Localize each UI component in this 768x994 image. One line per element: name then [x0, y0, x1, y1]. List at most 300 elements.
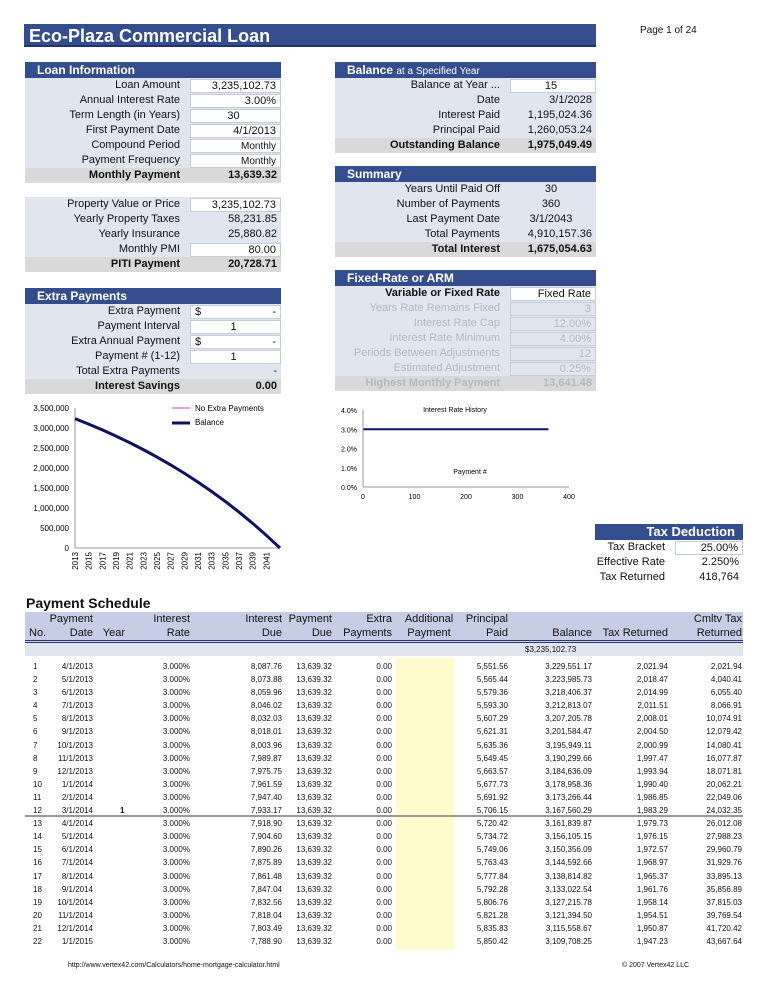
cell-no: 9	[33, 766, 38, 776]
field-row	[335, 182, 596, 197]
cell-rate: 3.000%	[162, 897, 190, 907]
balance-at-year-label: Balance at Year ...	[410, 79, 500, 91]
header-balance: Balance	[552, 627, 592, 639]
cell-interest-due: 8,046.02	[250, 701, 282, 711]
cell-no: 16	[33, 858, 42, 868]
cell-tax-returned: 1,976.15	[636, 832, 668, 842]
cell-balance: 3,195,949.11	[545, 740, 592, 750]
value-text: 3,235,102.73	[211, 80, 276, 92]
field-row	[335, 227, 596, 242]
x-tick-label: 400	[563, 494, 575, 501]
cell-no: 17	[33, 871, 42, 881]
cell-interest-due: 7,875.89	[250, 858, 282, 868]
cell-principal-paid: 5,821.28	[476, 910, 508, 920]
cell-date: 6/1/2014	[61, 845, 93, 855]
monthly-payment-label: Monthly Payment	[88, 169, 180, 181]
years-until-paid-off-value	[510, 183, 596, 197]
cell-date: 9/1/2013	[61, 727, 93, 737]
estimated-adjustment-label: Estimated Adjustment	[393, 362, 500, 374]
cell-extra-payments: 0.00	[376, 858, 392, 868]
value-text: Monthly	[240, 141, 276, 152]
value-text: Monthly	[240, 156, 276, 167]
header-additional-payment: Additional	[404, 613, 454, 625]
field-row	[25, 108, 281, 123]
legend-balance-label: Balance	[195, 418, 224, 427]
header-year: Year	[102, 627, 125, 639]
x-tick-label: 2021	[125, 552, 135, 570]
tax-bracket-value[interactable]	[675, 541, 743, 555]
variable-or-fixed-rate-value[interactable]	[510, 287, 596, 301]
cell-balance: 3,184,636.09	[545, 766, 592, 776]
outstanding-balance-label: Outstanding Balance	[389, 139, 500, 151]
cell-balance: 3,178,958.36	[545, 779, 592, 789]
cell-payment-due: 13,639.32	[296, 936, 332, 946]
cell-interest-due: 8,073.88	[250, 675, 282, 685]
cell-principal-paid: 5,749.06	[476, 845, 508, 855]
field-row	[335, 123, 596, 138]
annual-interest-rate-label: Annual Interest Rate	[79, 94, 180, 106]
value-text: 15	[544, 80, 558, 92]
cell-interest-due: 7,989.87	[250, 753, 282, 763]
x-tick-label: 2031	[194, 552, 203, 570]
cell-balance: 3,173,266.44	[545, 792, 592, 802]
y-tick-label: 4.0%	[341, 408, 357, 415]
value-text: 1,975,049.49	[527, 139, 592, 151]
cell-tax-returned: 2,021.94	[636, 662, 668, 671]
cell-cmltv-tax-returned: 29,960.79	[706, 845, 742, 855]
legend-no-extra-label: No Extra Payments	[195, 404, 264, 413]
field-row	[25, 304, 281, 319]
annual-interest-rate-value[interactable]	[190, 94, 281, 108]
cell-cmltv-tax-returned: 43,667.64	[706, 936, 742, 946]
table-row	[25, 883, 743, 896]
interest-rate-history-chart	[330, 400, 590, 505]
cell-extra-payments: 0.00	[376, 701, 392, 711]
field-row	[335, 376, 596, 391]
cell-cmltv-tax-returned: 41,720.42	[706, 923, 742, 933]
value-text: 1,195,024.36	[527, 109, 592, 121]
total-interest-label: Total Interest	[431, 243, 500, 255]
x-tick-label: 2037	[235, 552, 244, 570]
cell-extra-payments: 0.00	[376, 819, 392, 829]
cell-date: 11/1/2013	[58, 753, 93, 763]
yearly-insurance-label: Yearly Insurance	[98, 228, 180, 240]
cell-principal-paid: 5,635.36	[476, 740, 508, 750]
cell-principal-paid: 5,777.84	[476, 871, 508, 881]
cell-tax-returned: 2,000.99	[636, 740, 668, 750]
estimated-adjustment-value	[510, 362, 596, 376]
fixed-rate-arm-panel	[335, 270, 596, 391]
field-row	[25, 168, 281, 183]
header-principal-paid: Principal	[465, 613, 508, 625]
table-row	[25, 660, 743, 673]
value-text: 20,728.71	[228, 258, 277, 270]
panel-subtitle: at a Specified Year	[396, 66, 480, 77]
cell-no: 19	[33, 897, 42, 907]
field-row	[25, 242, 281, 257]
cell-principal-paid: 5,677.73	[476, 779, 508, 789]
x-tick-label: 2029	[180, 552, 190, 570]
cell-cmltv-tax-returned: 27,988.23	[706, 832, 742, 842]
extra-payments-panel	[25, 288, 281, 394]
x-tick-label: 300	[511, 494, 524, 501]
cell-rate: 3.000%	[162, 779, 190, 789]
cell-cmltv-tax-returned: 20,062.21	[706, 779, 742, 789]
cell-extra-payments: 0.00	[376, 662, 392, 671]
field-row	[335, 286, 596, 301]
table-row	[25, 765, 743, 778]
cell-extra-payments: 0.00	[376, 832, 392, 842]
interest-paid-value	[510, 109, 596, 123]
value-text: -	[272, 306, 276, 318]
cell-cmltv-tax-returned: 39,769.54	[706, 910, 742, 920]
y-tick-label: 2.0%	[341, 446, 357, 454]
table-row	[25, 752, 743, 765]
cell-cmltv-tax-returned: 31,929.76	[706, 858, 742, 868]
cell-rate: 3.000%	[162, 910, 190, 920]
cell-tax-returned: 1,993.94	[636, 766, 668, 776]
interest-paid-label: Interest Paid	[438, 109, 500, 121]
y-tick-label: 500,000	[40, 524, 69, 533]
property-panel	[25, 197, 281, 272]
interest-savings-value	[190, 380, 281, 394]
cell-tax-returned: 2,014.99	[636, 688, 668, 698]
cell-payment-due: 13,639.32	[296, 792, 332, 802]
extra-annual-payment-value[interactable]	[190, 335, 281, 349]
cell-tax-returned: 1,954.51	[636, 910, 668, 920]
cell-balance: 3,218,406.37	[545, 688, 592, 698]
cell-date: 10/1/2013	[57, 740, 93, 750]
cell-principal-paid: 5,565.44	[476, 675, 508, 685]
cell-date: 12/1/2014	[57, 923, 93, 933]
cell-tax-returned: 2,008.01	[636, 714, 668, 724]
cell-payment-due: 13,639.32	[296, 884, 332, 894]
y-tick-label: 3,000,000	[33, 424, 69, 433]
field-row	[335, 108, 596, 123]
x-tick-label: 200	[460, 494, 472, 501]
cell-principal-paid: 5,720.42	[476, 819, 508, 829]
cell-date: 5/1/2014	[61, 832, 93, 842]
y-tick-label: 3.0%	[341, 427, 357, 435]
cell-date: 11/1/2014	[58, 910, 93, 920]
cell-cmltv-tax-returned: 35,856.89	[706, 884, 742, 894]
x-tick-label: 2039	[248, 552, 258, 570]
term-length-in-years-value[interactable]	[190, 109, 281, 123]
cell-cmltv-tax-returned: 4,040.41	[710, 675, 742, 685]
value-text: 25,880.82	[228, 228, 277, 240]
cell-interest-due: 8,032.03	[250, 714, 282, 724]
principal-paid-value	[510, 124, 596, 138]
cell-principal-paid: 5,691.92	[476, 792, 508, 802]
cell-payment-due: 13,639.32	[296, 714, 332, 724]
years-until-paid-off-label: Years Until Paid Off	[404, 183, 500, 195]
cell-rate: 3.000%	[162, 766, 190, 776]
table-row	[25, 896, 743, 909]
cell-date: 5/1/2013	[61, 675, 93, 685]
panel-header	[335, 62, 596, 78]
cell-rate: 3.000%	[162, 845, 190, 855]
opening-balance-row	[25, 643, 743, 656]
total-payments-label: Total Payments	[424, 228, 500, 240]
cell-principal-paid: 5,551.56	[476, 662, 508, 671]
panel-header: Tax Deduction	[595, 524, 743, 540]
panel-header: Summary	[335, 166, 596, 182]
header-no: No.	[29, 627, 47, 639]
table-row	[25, 725, 743, 738]
cell-extra-payments: 0.00	[376, 675, 392, 685]
cell-no: 13	[33, 819, 42, 829]
cell-interest-due: 7,861.48	[250, 871, 282, 881]
extra-annual-payment-label: Extra Annual Payment	[71, 335, 180, 347]
value-text: 30	[544, 183, 558, 195]
cell-interest-due: 7,788.90	[250, 936, 282, 946]
cell-extra-payments: 0.00	[376, 688, 392, 698]
cell-tax-returned: 1,990.40	[636, 779, 668, 789]
cell-principal-paid: 5,593.30	[476, 701, 508, 711]
field-row	[25, 257, 281, 272]
cell-no: 12	[33, 806, 42, 816]
yearly-property-taxes-label: Yearly Property Taxes	[73, 213, 180, 225]
outstanding-balance-value	[510, 139, 596, 153]
cell-payment-due: 13,639.32	[296, 897, 332, 907]
cell-balance: 3,150,356.09	[545, 845, 592, 855]
cell-rate: 3.000%	[162, 688, 190, 698]
cell-cmltv-tax-returned: 18,071.81	[706, 766, 742, 776]
cell-cmltv-tax-returned: 22,049.06	[706, 792, 742, 802]
field-row	[25, 123, 281, 138]
total-payments-value	[510, 228, 596, 242]
cell-rate: 3.000%	[162, 662, 190, 671]
property-value-or-price-value[interactable]	[190, 198, 281, 212]
cell-interest-due: 7,847.04	[250, 884, 282, 894]
cell-extra-payments: 0.00	[376, 936, 392, 946]
value-text: Fixed Rate	[537, 288, 591, 300]
header-rate: Rate	[166, 627, 190, 639]
tax-deduction-panel	[595, 524, 743, 585]
cell-tax-returned: 1,968.97	[636, 858, 668, 868]
page-number: Page 1 of 24	[640, 25, 697, 36]
monthly-pmi-label: Monthly PMI	[118, 243, 180, 255]
effective-rate-label: Effective Rate	[596, 556, 665, 568]
field-row	[25, 379, 281, 394]
cell-tax-returned: 2,004.50	[636, 727, 668, 737]
x-tick-label: 2033	[207, 552, 217, 570]
cell-no: 15	[33, 845, 42, 855]
cell-no: 11	[33, 792, 42, 802]
document-title: Eco-Plaza Commercial Loan	[24, 24, 596, 47]
property-value-or-price-label: Property Value or Price	[67, 198, 180, 210]
y-tick-label: 1,000,000	[33, 504, 69, 513]
cell-payment-due: 13,639.32	[296, 806, 332, 816]
y-tick-label: 2,000,000	[33, 464, 69, 473]
value-text: 13,639.32	[228, 169, 277, 181]
table-row	[25, 791, 743, 804]
cell-no: 8	[33, 753, 38, 763]
cell-principal-paid: 5,579.36	[476, 688, 508, 698]
cell-balance: 3,161,839.87	[545, 819, 592, 829]
cell-cmltv-tax-returned: 6,055.40	[710, 688, 742, 698]
cell-payment-due: 13,639.32	[296, 662, 332, 671]
cell-no: 2	[33, 675, 38, 685]
field-row	[25, 197, 281, 212]
cell-tax-returned: 2,011.51	[637, 701, 668, 711]
value-text: 80.00	[248, 244, 276, 256]
cell-rate: 3.000%	[162, 819, 190, 829]
cell-date: 2/1/2014	[61, 792, 93, 802]
balance-at-year-value[interactable]	[510, 79, 596, 93]
field-row	[335, 197, 596, 212]
cell-date: 10/1/2014	[57, 897, 93, 907]
cell-payment-due: 13,639.32	[296, 753, 332, 763]
cell-extra-payments: 0.00	[376, 897, 392, 907]
extra-payment-value[interactable]	[190, 305, 281, 319]
field-row	[25, 364, 281, 379]
cell-extra-payments: 0.00	[376, 910, 392, 920]
cell-cmltv-tax-returned: 16,077.87	[706, 753, 742, 763]
first-payment-date-value[interactable]	[190, 124, 281, 138]
value-text: 1,260,053.24	[527, 124, 592, 136]
payment-interval-label: Payment Interval	[97, 320, 180, 332]
field-row	[25, 212, 281, 227]
panel-header: Extra Payments	[25, 288, 281, 304]
cell-interest-due: 7,832.56	[250, 897, 282, 907]
piti-payment-value	[190, 258, 281, 272]
cell-no: 3	[33, 688, 38, 698]
cell-tax-returned: 1,997.47	[636, 753, 668, 763]
cell-interest-due: 8,003.96	[250, 740, 282, 750]
years-rate-remains-fixed-label: Years Rate Remains Fixed	[369, 302, 500, 314]
cell-extra-payments: 0.00	[376, 845, 392, 855]
table-row	[25, 909, 743, 922]
field-row	[25, 93, 281, 108]
y-tick-label: 1.0%	[341, 465, 357, 473]
header-date: Date	[69, 627, 93, 639]
table-row	[25, 673, 743, 686]
cell-no: 10	[33, 779, 42, 789]
y-tick-label: 3,500,000	[33, 404, 69, 413]
cell-payment-due: 13,639.32	[296, 675, 332, 685]
cell-balance: 3,190,299.66	[545, 753, 592, 763]
payment-interval-value[interactable]	[190, 320, 281, 334]
cell-date: 8/1/2013	[61, 714, 93, 724]
cell-date: 7/1/2014	[61, 858, 93, 868]
loan-amount-label: Loan Amount	[115, 79, 180, 91]
cell-payment-due: 13,639.32	[296, 871, 332, 881]
compound-period-label: Compound Period	[91, 139, 180, 151]
tax-returned-label: Tax Returned	[599, 571, 665, 583]
total-interest-value	[510, 243, 596, 257]
table-row	[25, 699, 743, 712]
value-text: -	[273, 365, 277, 377]
loan-amount-value[interactable]	[190, 79, 281, 93]
field-row	[335, 316, 596, 331]
cell-date: 7/1/2013	[61, 701, 93, 711]
cell-principal-paid: 5,621.31	[476, 727, 508, 737]
cell-principal-paid: 5,663.57	[476, 766, 508, 776]
value-text: 1	[230, 351, 237, 363]
cell-tax-returned: 1,965.37	[636, 871, 668, 881]
cell-tax-returned: 1,961.76	[636, 884, 668, 894]
panel-header: Fixed-Rate or ARM	[335, 270, 596, 286]
cell-interest-due: 7,961.59	[250, 779, 282, 789]
cell-rate: 3.000%	[162, 701, 190, 711]
cell-rate: 3.000%	[162, 806, 190, 816]
cell-rate: 3.000%	[162, 884, 190, 894]
cell-interest-due: 8,087.76	[250, 662, 282, 671]
field-row	[25, 319, 281, 334]
x-tick-label: 2015	[84, 552, 94, 570]
cell-interest-due: 7,890.26	[250, 845, 282, 855]
cell-tax-returned: 1,947.23	[636, 936, 668, 946]
payment-frequency-value[interactable]	[190, 154, 281, 168]
compound-period-value[interactable]	[190, 139, 281, 153]
x-tick-label: 2023	[139, 552, 149, 570]
footer-url-link[interactable]: http://www.vertex42.com/Calculators/home-mortgage-calculator.html	[68, 962, 280, 969]
cell-balance: 3,138,814.82	[545, 871, 592, 881]
value-text: 3	[584, 303, 591, 315]
header-payment-due: Due	[311, 627, 332, 639]
value-text: 12.00%	[553, 318, 591, 330]
value-text: 0.25%	[559, 363, 591, 375]
number-of-payments-label: Number of Payments	[396, 198, 500, 210]
field-row	[335, 301, 596, 316]
table-row	[25, 830, 743, 843]
cell-tax-returned: 2,018.47	[636, 675, 668, 685]
header-rate: Interest	[153, 613, 190, 625]
cell-balance: 3,133,022.54	[545, 884, 592, 894]
cell-tax-returned: 1,950.87	[636, 923, 668, 933]
cell-extra-payments: 0.00	[376, 766, 392, 776]
payment-1-12-label: Payment # (1-12)	[95, 350, 180, 362]
summary-panel	[335, 166, 596, 257]
cell-rate: 3.000%	[162, 832, 190, 842]
effective-rate-value	[675, 556, 743, 570]
cell-balance: 3,121,394.50	[545, 910, 592, 920]
value-text: 360	[541, 198, 561, 210]
value-text: 2.250%	[701, 556, 739, 568]
cell-tax-returned: 1,972.57	[636, 845, 668, 855]
value-text: 4,910,157.36	[527, 228, 592, 240]
cell-interest-due: 8,018.01	[250, 727, 282, 737]
yearly-property-taxes-value	[190, 213, 281, 227]
payment-schedule-table	[25, 612, 743, 948]
x-tick-label: 2041	[262, 552, 272, 570]
value-text: 4.00%	[559, 333, 591, 345]
cell-date: 1/1/2015	[61, 936, 93, 946]
cell-no: 4	[33, 701, 38, 711]
field-row	[335, 78, 596, 93]
cell-rate: 3.000%	[162, 858, 190, 868]
cell-no: 21	[33, 923, 42, 933]
cell-rate: 3.000%	[162, 727, 190, 737]
field-row	[335, 346, 596, 361]
field-row	[25, 153, 281, 168]
table-row	[25, 817, 743, 830]
interest-rate-cap-value	[510, 317, 596, 331]
cell-principal-paid: 5,763.43	[476, 858, 508, 868]
cell-cmltv-tax-returned: 24,032.35	[706, 806, 742, 816]
cell-balance: 3,167,560.29	[545, 806, 592, 816]
cell-date: 1/1/2014	[61, 779, 93, 789]
cell-payment-due: 13,639.32	[296, 832, 332, 842]
payment-schedule-title: Payment Schedule	[26, 595, 151, 611]
cell-cmltv-tax-returned: 12,079.42	[706, 727, 742, 737]
cell-cmltv-tax-returned: 8,066.91	[710, 701, 742, 711]
payment-1-12-value[interactable]	[190, 350, 281, 364]
monthly-pmi-value[interactable]	[190, 243, 281, 257]
value-text: 3/1/2028	[549, 94, 592, 106]
cell-rate: 3.000%	[162, 923, 190, 933]
